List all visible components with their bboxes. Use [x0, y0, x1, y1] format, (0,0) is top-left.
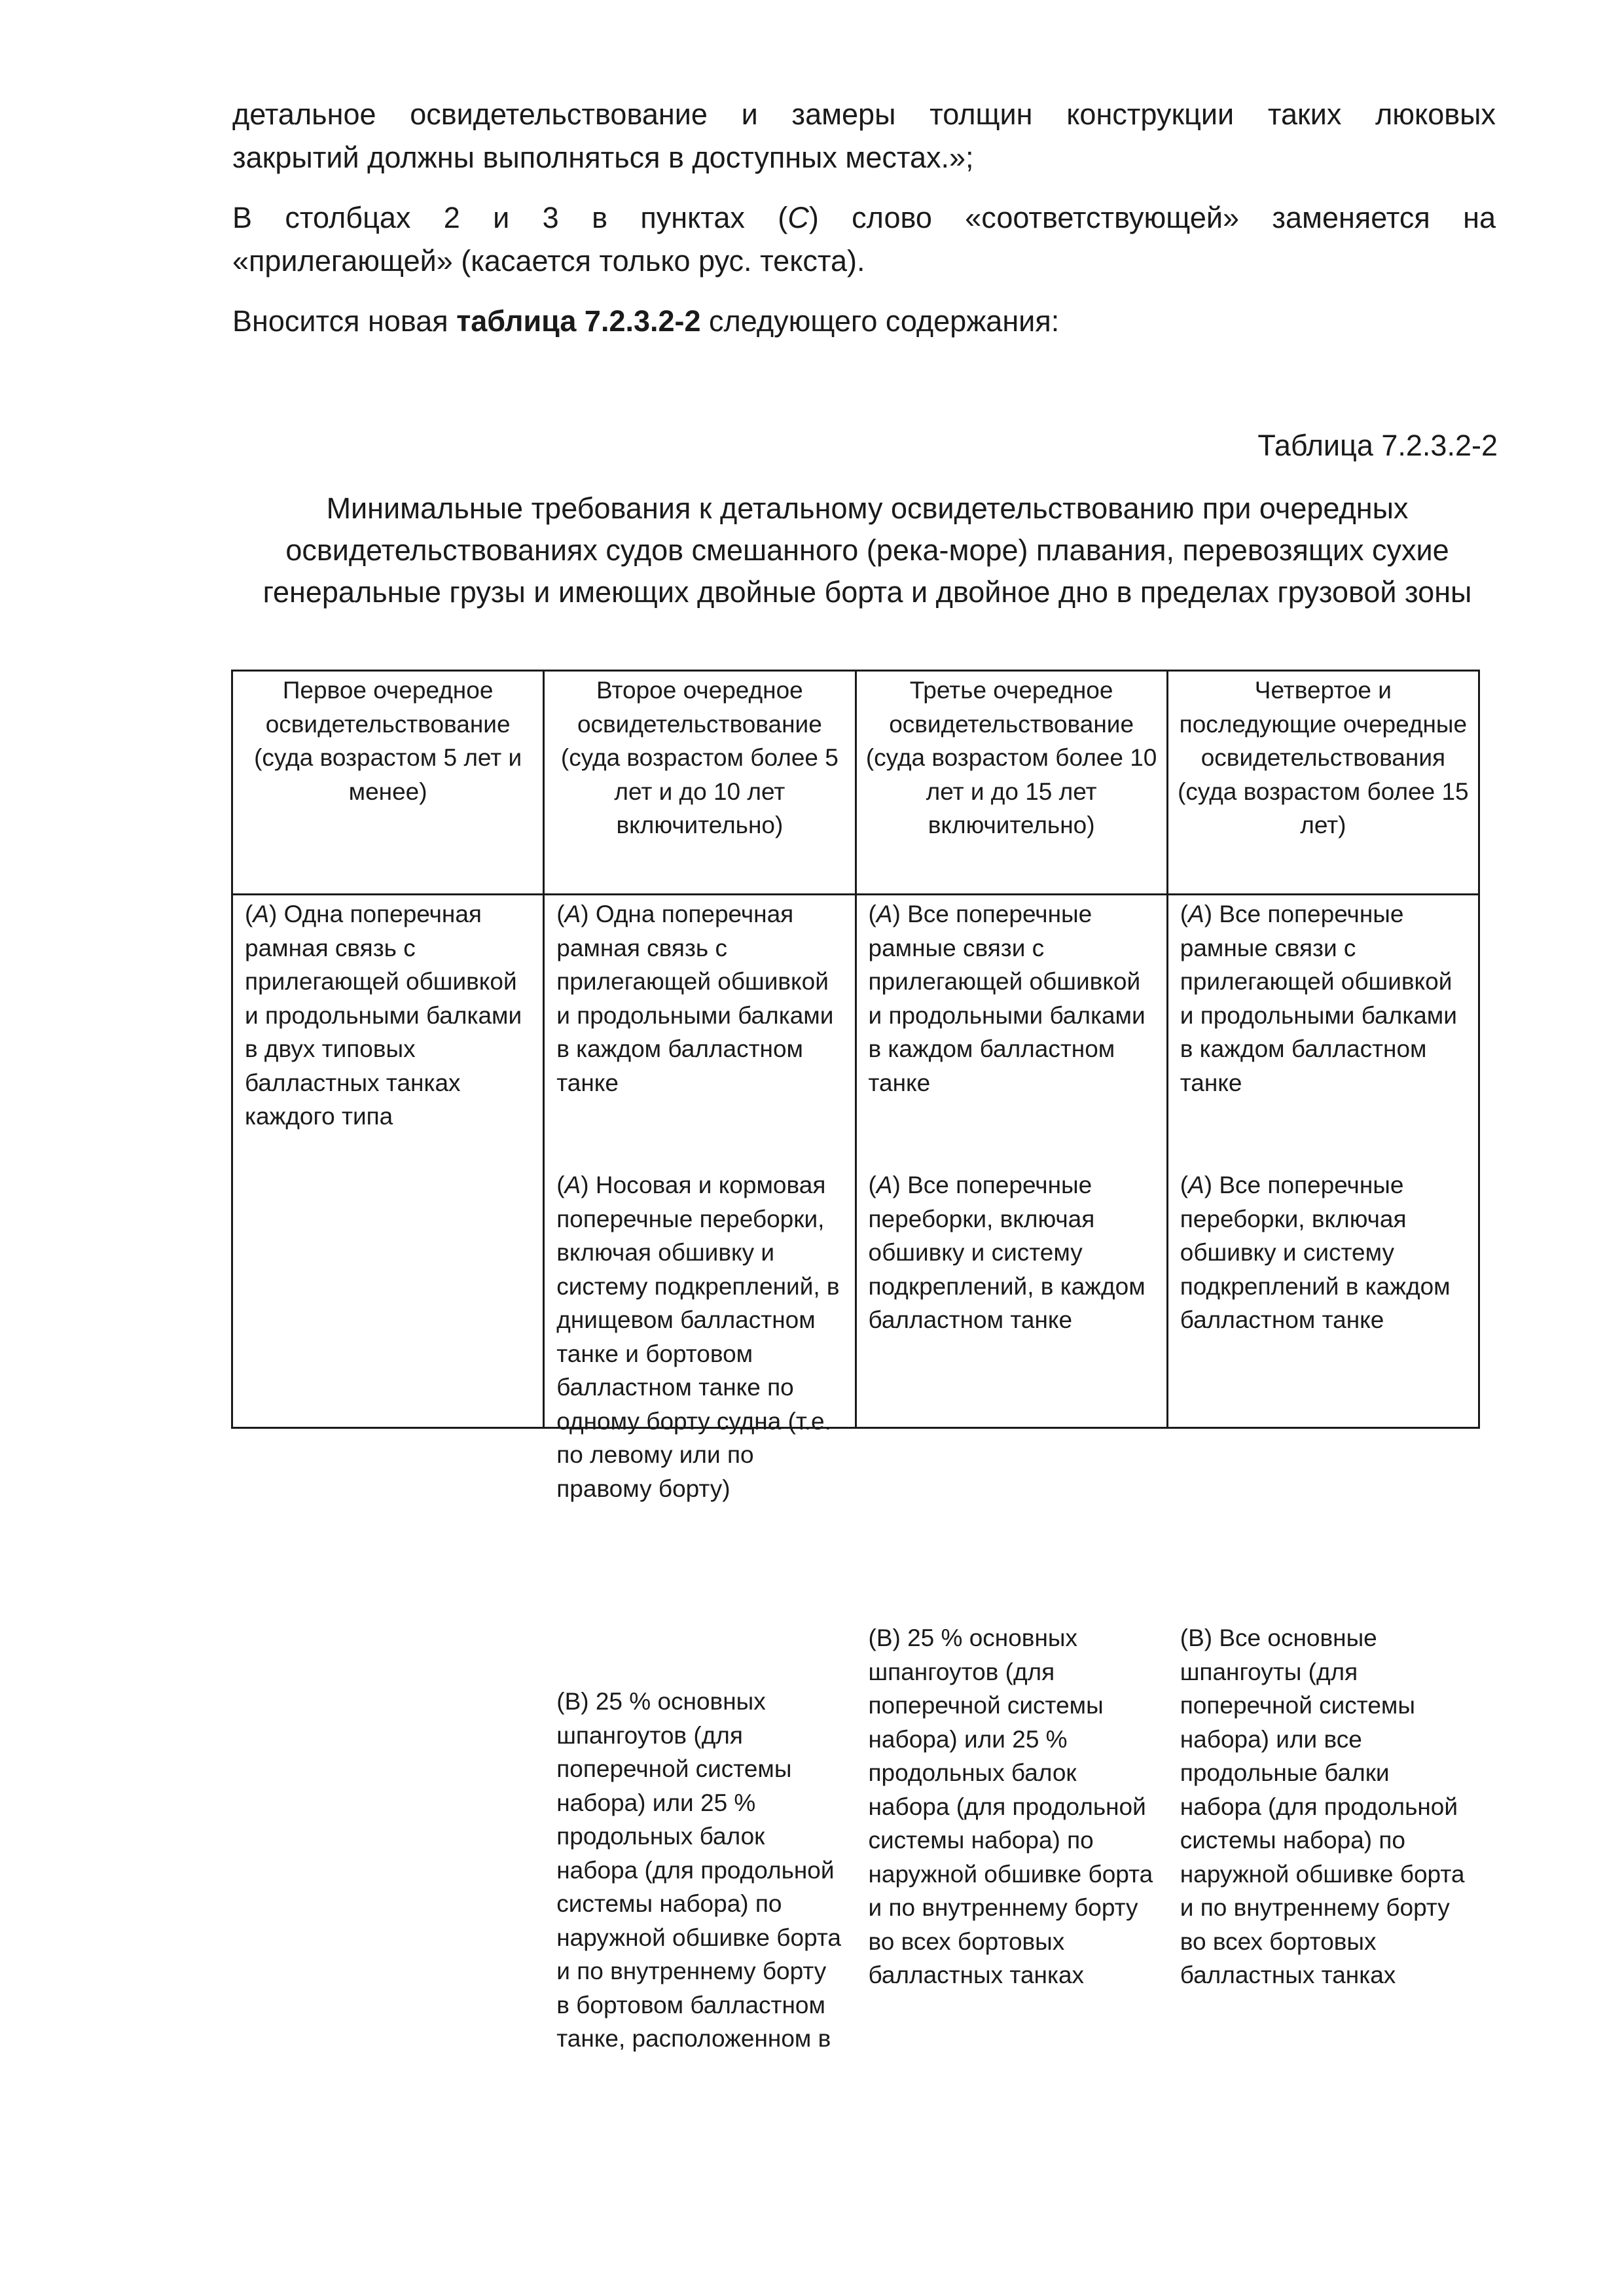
col4-item-2-text: ) Все поперечные переборки, включая обшивку и систему подкреплений в каждом балластном танке [1180, 1172, 1451, 1333]
paragraph-2-text-b: ) слово «соответствующей» заменяется на [808, 201, 1496, 234]
col2-item-2: (А) Носовая и кормовая поперечные переборки, включая обшивку и систему подкреплений, в днищевом балластном танке и бортовом балластном танке по одному борту судна (т.е. по левому или по правому борту) [556, 1172, 840, 1502]
paragraph-1-line-2-text: закрытий должны выполняться в доступных местах.»; [232, 141, 974, 174]
paragraph-1-line-2 [232, 136, 1496, 179]
col2-item-1-text: ) Одна поперечная рамная связь с прилегающей обшивкой и продольными балками в каждом балластном танке [556, 901, 834, 1096]
table-row [232, 895, 1479, 1428]
paragraph-2-line-1 [232, 196, 1496, 240]
col2-item-1-prefix: А [564, 901, 581, 927]
col1-cell [232, 895, 544, 1428]
table-caption: Минимальные требования к детальному освидетельствованию при очередных освидетельствованиях судов смешанного (река-море) плавания, перевозящих сухие генеральные грузы и имеющих двойные борта и двойное дно в пределах грузовой зоны [262, 492, 1472, 609]
col4-item-1-text: ) Все поперечные рамные связи с прилегающей обшивкой и продольными балками в каждом балластном танке [1180, 901, 1457, 1096]
col3-item-2-text: ) Все поперечные переборки, включая обшивку и систему подкреплений, в каждом балластном танке [868, 1172, 1146, 1333]
col1-item-1-prefix: А [253, 901, 270, 927]
header-fourth-survey: Четвертое и последующие очередные освидетельствования (суда возрастом более 15 лет) [1167, 671, 1479, 895]
col4-item-2-prefix: А [1188, 1172, 1204, 1198]
col2-cell [544, 895, 856, 2052]
paragraph-3-bold: таблица 7.2.3.2-2 [456, 304, 701, 338]
header-third-survey: Третье очередное освидетельствование (суда возрастом более 10 лет и до 15 лет включительно) [856, 671, 1167, 895]
col4-cell [1167, 895, 1479, 1988]
paragraph-2-line-2-text: «прилегающей» (касается только рус. текста). [232, 244, 865, 278]
col4-item-2: (А) Все поперечные переборки, включая обшивку и систему подкреплений в каждом балластном танке [1180, 1172, 1451, 1333]
col2-item-2-text: ) Носовая и кормовая поперечные переборки, включая обшивку и систему подкреплений, в днищевом балластном танке и бортовом балластном танке по одному борту судна (т.е. по левому или по правому борту) [556, 1172, 840, 1502]
paragraph-2-line-2 [232, 240, 1496, 283]
col1-item-1: (А) Одна поперечная рамная связь с прилегающей обшивкой и продольными балками в двух типовых балластных танках каждого типа [245, 901, 522, 1130]
header-first-survey: Первое очередное освидетельствование (суда возрастом 5 лет и менее) [232, 671, 544, 895]
col3-item-1-text: ) Все поперечные рамные связи с прилегающей обшивкой и продольными балками в каждом балластном танке [868, 901, 1146, 1096]
paragraph-2-text-a: В столбцах 2 и 3 в пунктах ( [232, 201, 788, 234]
paragraph-3-text-a: Вносится новая [232, 304, 457, 338]
col2-item-2-prefix: А [564, 1172, 581, 1198]
table-header-row [232, 671, 1479, 895]
col3-cell [856, 895, 1167, 1988]
paragraph-3 [232, 300, 1496, 343]
col4-item-1-prefix: А [1188, 901, 1204, 927]
col2-item-3: (В) 25 % основных шпангоутов (для поперечной системы набора) или 25 % продольных балок набора (для продольной системы набора) по наружной обшивке борта и по внутреннему борту в бортовом балластном танке, расположенном в [556, 1688, 841, 2052]
requirements-table [231, 670, 1480, 2052]
col3-item-1-prefix: А [876, 901, 893, 927]
col4-item-3: (В) Все основные шпангоуты (для поперечной системы набора) или все продольные балки набора (для продольной системы набора) по наружной обшивке борта и по внутреннему борту во всех бортовых балластных танках [1180, 1624, 1465, 1988]
paragraph-2-italic: С [787, 201, 809, 234]
col3-item-3: (В) 25 % основных шпангоутов (для поперечной системы набора) или 25 % продольных балок набора (для продольной системы набора) по наружной обшивке борта и по внутреннему борту во всех бортовых балластных танках [868, 1624, 1153, 1988]
paragraph-1-line-1-text: детальное освидетельствование и замеры толщин конструкции таких люковых [232, 98, 1496, 131]
col4-item-1: (А) Все поперечные рамные связи с прилегающей обшивкой и продольными балками в каждом балластном танке [1180, 901, 1457, 1096]
col2-item-1: (А) Одна поперечная рамная связь с прилегающей обшивкой и продольными балками в каждом балластном танке [556, 901, 834, 1096]
header-second-survey: Второе очередное освидетельствование (суда возрастом более 5 лет и до 10 лет включительно) [544, 671, 856, 895]
col3-item-1: (А) Все поперечные рамные связи с прилегающей обшивкой и продольными балками в каждом балластном танке [868, 901, 1146, 1096]
table-number: Таблица 7.2.3.2-2 [1257, 429, 1498, 462]
col3-item-2: (А) Все поперечные переборки, включая обшивку и систему подкреплений, в каждом балластном танке [868, 1172, 1146, 1333]
paragraph-3-text-b: следующего содержания: [700, 304, 1060, 338]
col3-item-2-prefix: А [876, 1172, 893, 1198]
paragraph-1-line-1 [232, 93, 1496, 136]
col1-item-1-text: ) Одна поперечная рамная связь с прилегающей обшивкой и продольными балками в двух типовых балластных танках каждого типа [245, 901, 522, 1130]
